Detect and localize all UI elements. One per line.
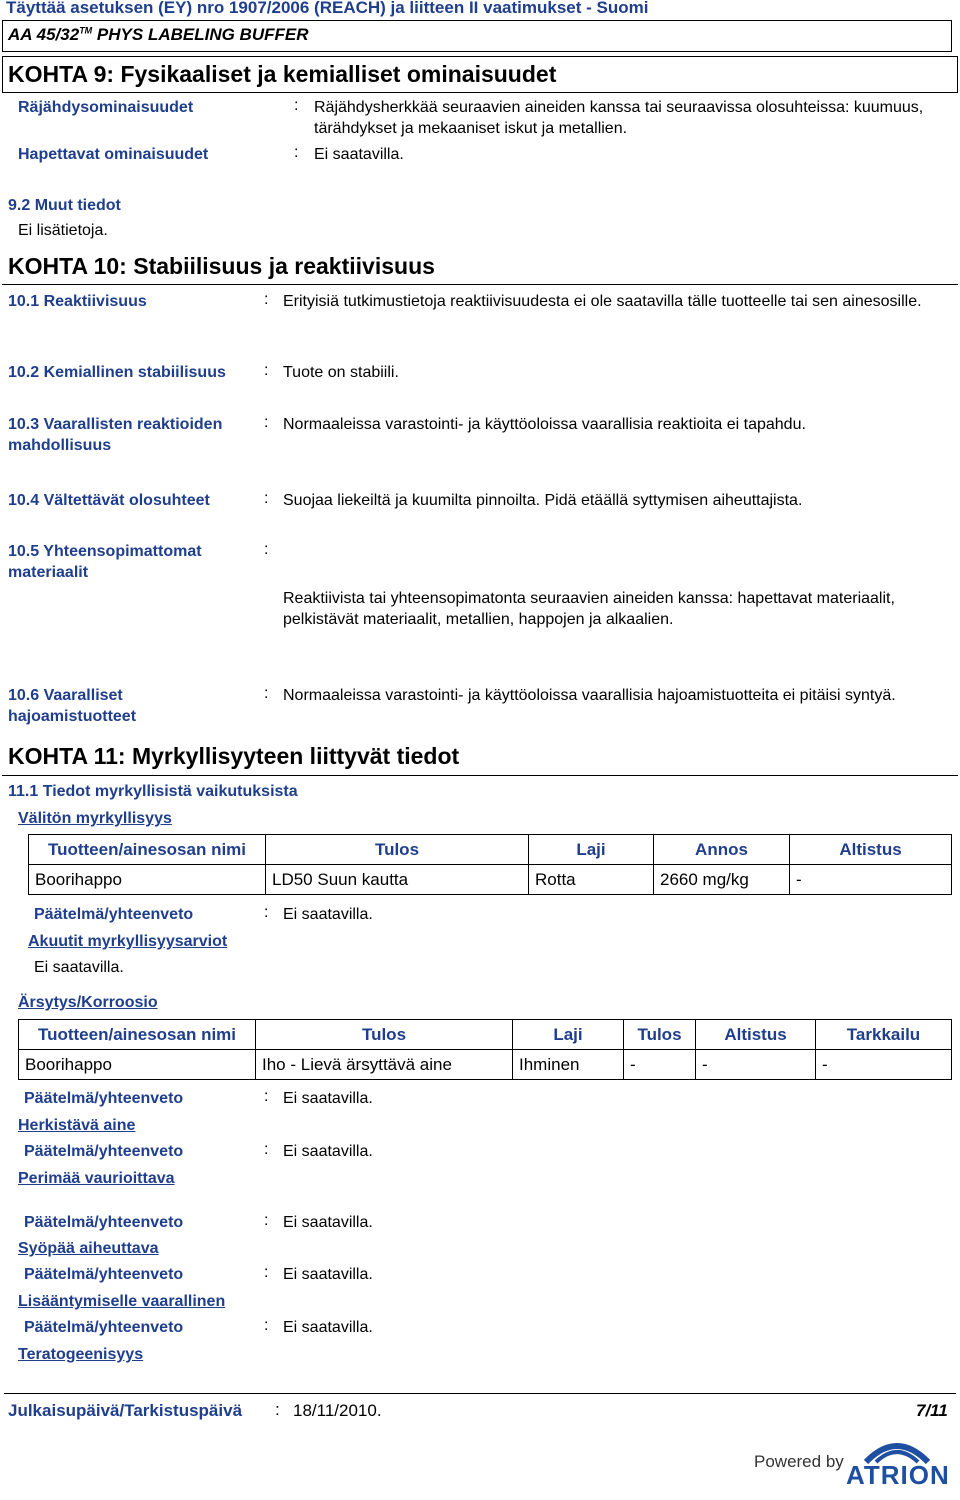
table-row [29,865,952,895]
sensitizing-title: Herkistävä aine [18,1117,136,1134]
mutagenic-summary-label: Päätelmä/yhteenveto [24,1214,184,1231]
conditions-to-avoid-label: 10.4 Vältettävät olosuhteet [8,492,210,509]
table-cell: - [790,865,952,895]
teratogenic-title: Teratogeenisyys [18,1346,144,1363]
stability-value: Tuote on stabiili. [283,364,399,381]
divider [2,92,958,93]
col-header: Laji [529,835,654,865]
acute-summary-value: Ei saatavilla. [283,906,373,923]
incompatible-materials-label: 10.5 Yhteensopimattomat materiaalit [8,543,202,581]
powered-by-text: Powered by [754,1452,844,1471]
colon: : [275,1400,280,1419]
colon: : [294,97,299,114]
col-header: Altistus [696,1020,816,1050]
stability-label: 10.2 Kemiallinen stabiilisuus [8,364,226,381]
irritation-summary-value: Ei saatavilla. [283,1090,373,1107]
acute-estimates-value: Ei saatavilla. [34,959,124,976]
acute-toxicity-title: Välitön myrkyllisyys [18,810,172,827]
table-cell: Ihminen [513,1050,624,1080]
reproductive-summary-label: Päätelmä/yhteenveto [24,1319,184,1336]
section-10-heading: KOHTA 10: Stabiilisuus ja reaktiivisuus [8,253,435,279]
sensitizing-summary-value: Ei saatavilla. [283,1143,373,1160]
acute-estimates-title: Akuutit myrkyllisyysarviot [28,933,228,950]
carcinogenic-summary-label: Päätelmä/yhteenveto [24,1266,184,1283]
table-cell: - [696,1050,816,1080]
other-info-heading: 9.2 Muut tiedot [8,197,121,214]
product-name [8,25,308,45]
conditions-to-avoid-value: Suojaa liekeiltä ja kuumilta pinnoilta. Pidä etäällä syttymisen aiheuttajista. [283,492,803,509]
colon: : [264,1088,269,1105]
toxic-effects-heading: 11.1 Tiedot myrkyllisistä vaikutuksista [8,783,298,800]
footer-date-value: 18/11/2010. [293,1401,382,1420]
col-header: Tulos [256,1020,513,1050]
hazardous-reactions-value: Normaaleissa varastointi- ja käyttöoloissa vaarallisia reaktioita ei tapahdu. [283,416,806,433]
colon: : [264,362,269,379]
hazardous-reactions-label: 10.3 Vaarallisten reaktioiden mahdollisuus [8,416,223,454]
oxidizing-label: Hapettavat ominaisuudet [18,146,209,163]
page-number: 7/11 [916,1401,948,1420]
product-title: PHYS LABELING BUFFER [96,25,309,44]
colon: : [264,1141,269,1158]
colon: : [294,144,299,161]
incompatible-materials-value: Reaktiivista tai yhteensopimatonta seuraavien aineiden kanssa: hapettavat materiaalit, pelkistävät materiaalit, metallien, happojen ja alkaalien. [283,590,895,628]
other-info-text: Ei lisätietoja. [18,222,108,239]
table-header-row [29,835,952,865]
col-header: Tulos [624,1020,696,1050]
table-cell: 2660 mg/kg [654,865,790,895]
irritation-title: Ärsytys/Korroosio [18,994,158,1011]
product-code: AA 45/32 [8,25,80,44]
acute-toxicity-table [28,834,952,895]
colon: : [264,1212,269,1229]
table-cell: Boorihappo [19,1050,256,1080]
colon: : [264,1317,269,1334]
col-header: Tuotteen/ainesosan nimi [29,835,266,865]
atrion-logo: ATRION [846,1460,950,1490]
table-cell: - [624,1050,696,1080]
col-header: Laji [513,1020,624,1050]
colon: : [264,541,269,558]
carcinogenic-title: Syöpää aiheuttava [18,1240,159,1257]
colon: : [264,685,269,702]
table-header-row [19,1020,952,1050]
divider [2,775,958,776]
table-cell: - [816,1050,952,1080]
footer-date-label: Julkaisupäivä/Tarkistuspäivä [8,1401,243,1420]
section-11-heading: KOHTA 11: Myrkyllisyyteen liittyvät tiedot [8,743,460,769]
reactivity-label: 10.1 Reaktiivisuus [8,293,147,310]
irritation-table [18,1019,952,1080]
table-row [19,1050,952,1080]
divider [2,284,958,285]
explosive-label: Räjähdysominaisuudet [18,99,194,116]
decomposition-products-label: 10.6 Vaaralliset hajoamistuotteet [8,687,137,725]
colon: : [264,1264,269,1281]
mutagenic-title: Perimää vaurioittava [18,1170,175,1187]
regulation-title: Täyttää asetuksen (EY) nro 1907/2006 (REACH) ja liitteen II vaatimukset - Suomi [6,0,649,17]
colon: : [264,291,269,308]
col-header: Tarkkailu [816,1020,952,1050]
trademark-sup: TM [79,25,93,36]
col-header: Tuotteen/ainesosan nimi [19,1020,256,1050]
colon: : [264,904,269,921]
table-cell: Rotta [529,865,654,895]
section-9-heading: KOHTA 9: Fysikaaliset ja kemialliset ominaisuudet [8,61,557,87]
reproductive-title: Lisääntymiselle vaarallinen [18,1293,226,1310]
oxidizing-value: Ei saatavilla. [314,146,404,163]
mutagenic-summary-value: Ei saatavilla. [283,1214,373,1231]
col-header: Altistus [790,835,952,865]
irritation-summary-label: Päätelmä/yhteenveto [24,1090,184,1107]
col-header: Tulos [266,835,529,865]
table-cell: Boorihappo [29,865,266,895]
reactivity-value: Erityisiä tutkimustietoja reaktiivisuudesta ei ole saatavilla tälle tuotteelle tai sen ainesosille. [283,293,922,310]
carcinogenic-summary-value: Ei saatavilla. [283,1266,373,1283]
colon: : [264,414,269,431]
table-cell: Iho - Lievä ärsyttävä aine [256,1050,513,1080]
explosive-value: Räjähdysherkkää seuraavien aineiden kanssa tai seuraavissa olosuhteissa: kuumuus, tärähdykset ja mekaaniset iskut ja metallien. [314,99,924,137]
table-cell: LD50 Suun kautta [266,865,529,895]
sensitizing-summary-label: Päätelmä/yhteenveto [24,1143,184,1160]
footer-divider [4,1393,956,1394]
decomposition-products-value: Normaaleissa varastointi- ja käyttöoloissa vaarallisia hajoamistuotteita ei pitäisi syntyä. [283,687,896,704]
reproductive-summary-value: Ei saatavilla. [283,1319,373,1336]
col-header: Annos [654,835,790,865]
acute-summary-label: Päätelmä/yhteenveto [34,906,194,923]
colon: : [264,490,269,507]
